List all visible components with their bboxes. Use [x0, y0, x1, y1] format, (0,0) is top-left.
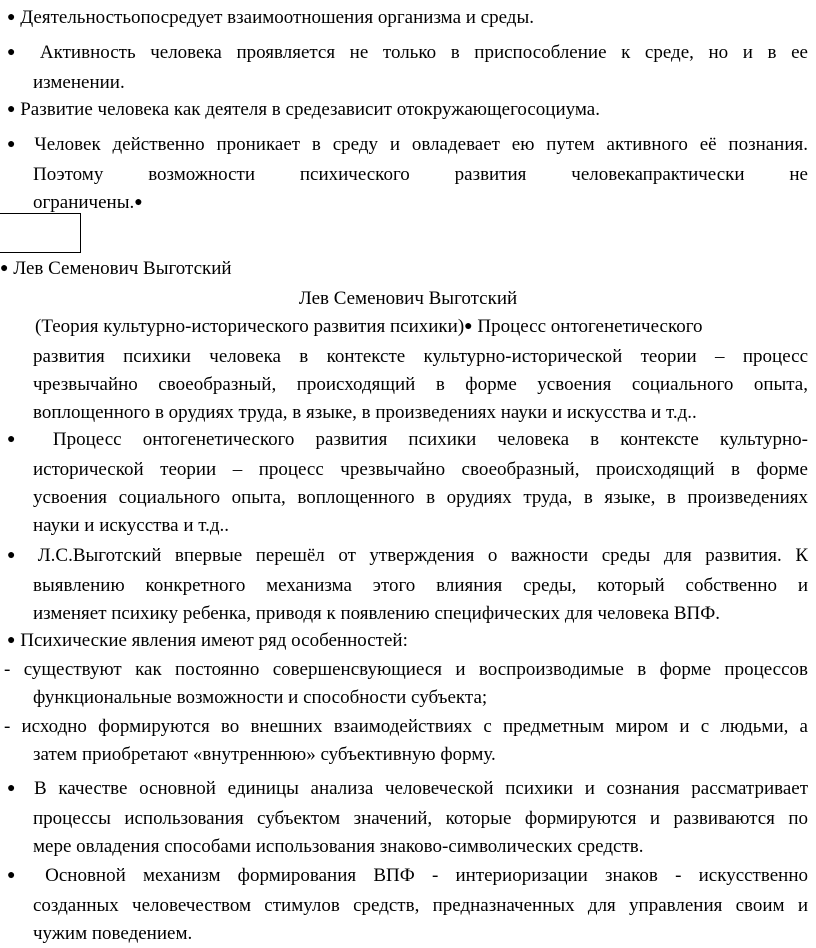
bullet-item: ● Активность человека проявляется не только в приспособление к среде, но и в ее изменении. — [7, 42, 808, 93]
bullet-item: ● Лев Семенович Выготский — [0, 258, 232, 279]
bullet-icon: ● — [7, 137, 23, 152]
bullet-icon: ● — [7, 45, 26, 60]
bullet-icon: ● — [7, 868, 28, 883]
image-placeholder-frame — [0, 213, 81, 253]
bullet-icon: ● — [7, 781, 23, 796]
bullet-item: ● Деятельностьопосредует взаимоотношения организма и среды. — [7, 7, 534, 28]
bullet-icon: ● — [7, 10, 16, 25]
bullet-item: ● Развитие человека как деятеля в средезависит отокружающегосоциума. — [7, 99, 600, 120]
bullet-item: ● Основной механизм формирования ВПФ - интериоризации знаков - искусственно созданных человечеством стимулов средств, предназначенных для управления своим и чужим поведением. — [7, 865, 808, 944]
bullet-item: ● Л.С.Выготский впервые перешёл от утверждения о важности среды для развития. К выявлению конкретного механизма этого влияния среды, который собственно и изменяет психику ребенка, приводя к появлению специфических для человека ВПФ. — [7, 545, 808, 624]
bullet-icon: ● — [464, 319, 473, 334]
bullet-item: ● Психические явления имеют ряд особенностей: — [7, 630, 408, 651]
bullet-icon: ● — [0, 261, 9, 276]
bullet-icon: ● — [7, 633, 16, 648]
bullet-icon: ● — [7, 102, 16, 117]
dash-item: - существуют как постоянно совершенсвующиеся и воспроизводимые в форме процессов функциональные возможности и способности субъекта; — [4, 659, 808, 708]
bullet-icon: ● — [134, 195, 143, 210]
bullet-icon: ● — [7, 432, 32, 447]
section-heading: Лев Семенович Выготский — [298, 288, 518, 309]
bullet-item: ● Человек действенно проникает в среду и овладевает ею путем активного её познания. Поэтому возможности психического развития человекапрактически не ограничены.● — [7, 134, 809, 213]
bullet-item: ● Процесс онтогенетического развития психики человека в контексте культурно- исторической теории – процесс чрезвычайно своеобразный, происходящий в форме усвоения социального опыта, воплощенного в орудиях труда, в языке, в произведениях науки и искусства и т.д.. — [7, 429, 808, 536]
bullet-icon: ● — [7, 548, 25, 563]
bullet-item: ● В качестве основной единицы анализа человеческой психики и сознания рассматривает процессы использования субъектом значений, которые формируются и развиваются по мере овладения способами использования знаково-символических средств. — [7, 778, 809, 857]
theory-paragraph: (Теория культурно-исторического развития психики)● Процесс онтогенетического развития психики человека в контексте культурно-исторической теории – процесс чрезвычайно своеобразный, происходящий в форме усвоения социального опыта, воплощенного в орудиях труда, в языке, в произведениях науки и искусства и т.д.. — [33, 316, 808, 423]
dash-item: - исходно формируются во внешних взаимодействиях с предметным миром и с людьми, а затем приобретают «внутреннюю» субъективную форму. — [4, 716, 808, 765]
